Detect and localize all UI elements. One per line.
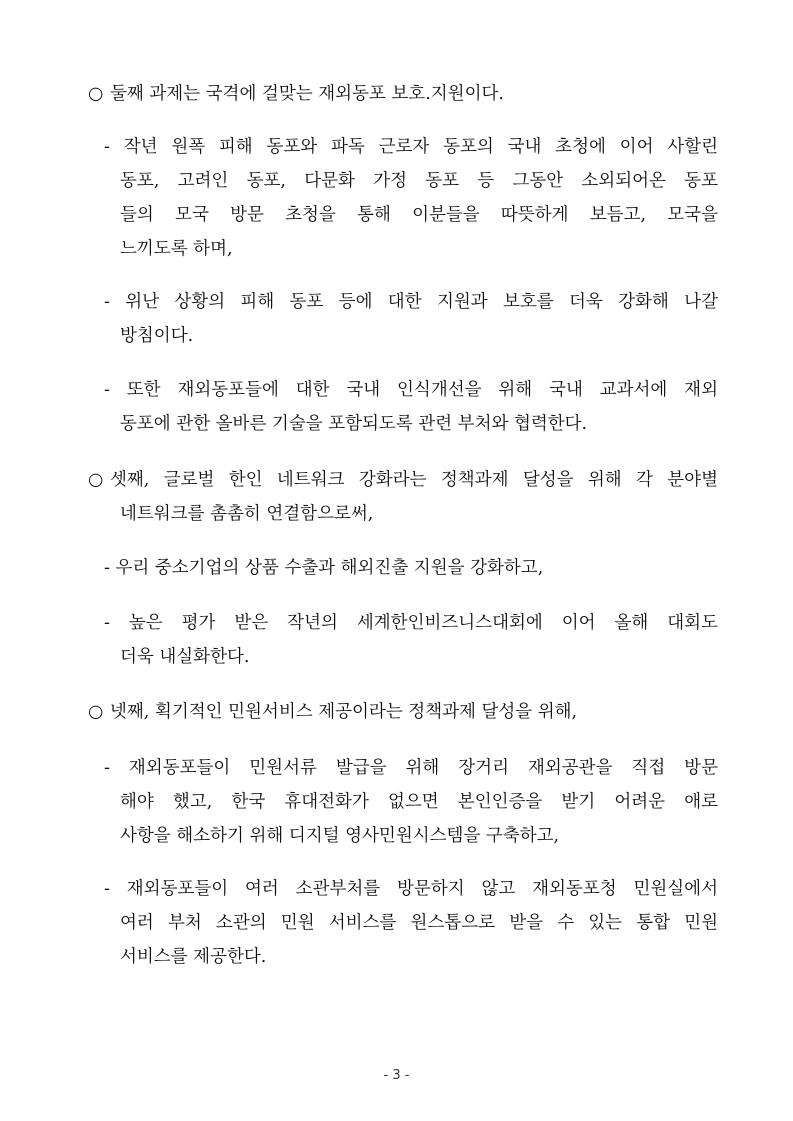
dash-bullet: - bbox=[104, 558, 110, 578]
paragraph-9-line-2: 해야 했고, 한국 휴대전화가 없으면 본인인증을 받기 어려운 애로 bbox=[120, 792, 718, 812]
paragraph-4-line-1: - 또한 재외동포들에 대한 국내 인식개선을 위해 국내 교과서에 재외 bbox=[104, 380, 718, 400]
paragraph-7-line-1: - 높은 평가 받은 작년의 세계한인비즈니스대회에 이어 올해 대회도 bbox=[104, 613, 718, 633]
paragraph-1-line-1: ○ 둘째 과제는 국격에 걸맞는 재외동포 보호.지원이다. bbox=[88, 84, 504, 104]
paragraph-2-line-2: 동포, 고려인 동포, 다문화 가정 동포 등 그동안 소외되어온 동포 bbox=[120, 171, 718, 191]
dash-bullet: - bbox=[104, 137, 110, 157]
paragraph-9-line-1: - 재외동포들이 민원서류 발급을 위해 장거리 재외공관을 직접 방문 bbox=[104, 758, 718, 778]
paragraph-10-line-3: 서비스를 제공한다. bbox=[120, 947, 267, 967]
dash-bullet: - bbox=[104, 292, 110, 312]
dash-bullet: - bbox=[104, 879, 110, 899]
paragraph-6-line-1: - 우리 중소기업의 상품 수출과 해외진출 지원을 강화하고, bbox=[104, 558, 544, 578]
paragraph-3-line-2: 방침이다. bbox=[120, 326, 194, 346]
circle-bullet: ○ bbox=[88, 702, 104, 722]
circle-bullet: ○ bbox=[88, 470, 104, 490]
paragraph-10-line-1: - 재외동포들이 여러 소관부처를 방문하지 않고 재외동포청 민원실에서 bbox=[104, 879, 718, 899]
paragraph-10-line-2: 여러 부처 소관의 민원 서비스를 원스톱으로 받을 수 있는 통합 민원 bbox=[120, 913, 718, 933]
paragraph-2-line-3: 들의 모국 방문 초청을 통해 이분들을 따뜻하게 보듬고, 모국을 bbox=[120, 205, 718, 225]
paragraph-4-line-2: 동포에 관한 올바른 기술을 포함되도록 관련 부처와 협력한다. bbox=[120, 414, 588, 434]
paragraph-2-line-4: 느끼도록 하며, bbox=[120, 239, 233, 259]
dash-bullet: - bbox=[104, 758, 110, 778]
paragraph-8-line-1: ○ 넷째, 획기적인 민원서비스 제공이라는 정책과제 달성을 위해, bbox=[88, 702, 578, 722]
paragraph-2-line-1: - 작년 원폭 피해 동포와 파독 근로자 동포의 국내 초청에 이어 사할린 bbox=[104, 137, 718, 157]
paragraph-9-line-3: 사항을 해소하기 위해 디지털 영사민원시스템을 구축하고, bbox=[120, 826, 560, 846]
paragraph-3-line-1: - 위난 상황의 피해 동포 등에 대한 지원과 보호를 더욱 강화해 나갈 bbox=[104, 292, 718, 312]
paragraph-5-line-2: 네트워크를 촘촘히 연결함으로써, bbox=[120, 504, 374, 524]
dash-bullet: - bbox=[104, 380, 110, 400]
circle-bullet: ○ bbox=[88, 84, 104, 104]
paragraph-5-line-1: ○ 셋째, 글로벌 한인 네트워크 강화라는 정책과제 달성을 위해 각 분야별 bbox=[88, 470, 718, 490]
dash-bullet: - bbox=[104, 613, 110, 633]
paragraph-7-line-2: 더욱 내실화한다. bbox=[120, 647, 250, 667]
page-number: - 3 - bbox=[383, 1068, 410, 1083]
